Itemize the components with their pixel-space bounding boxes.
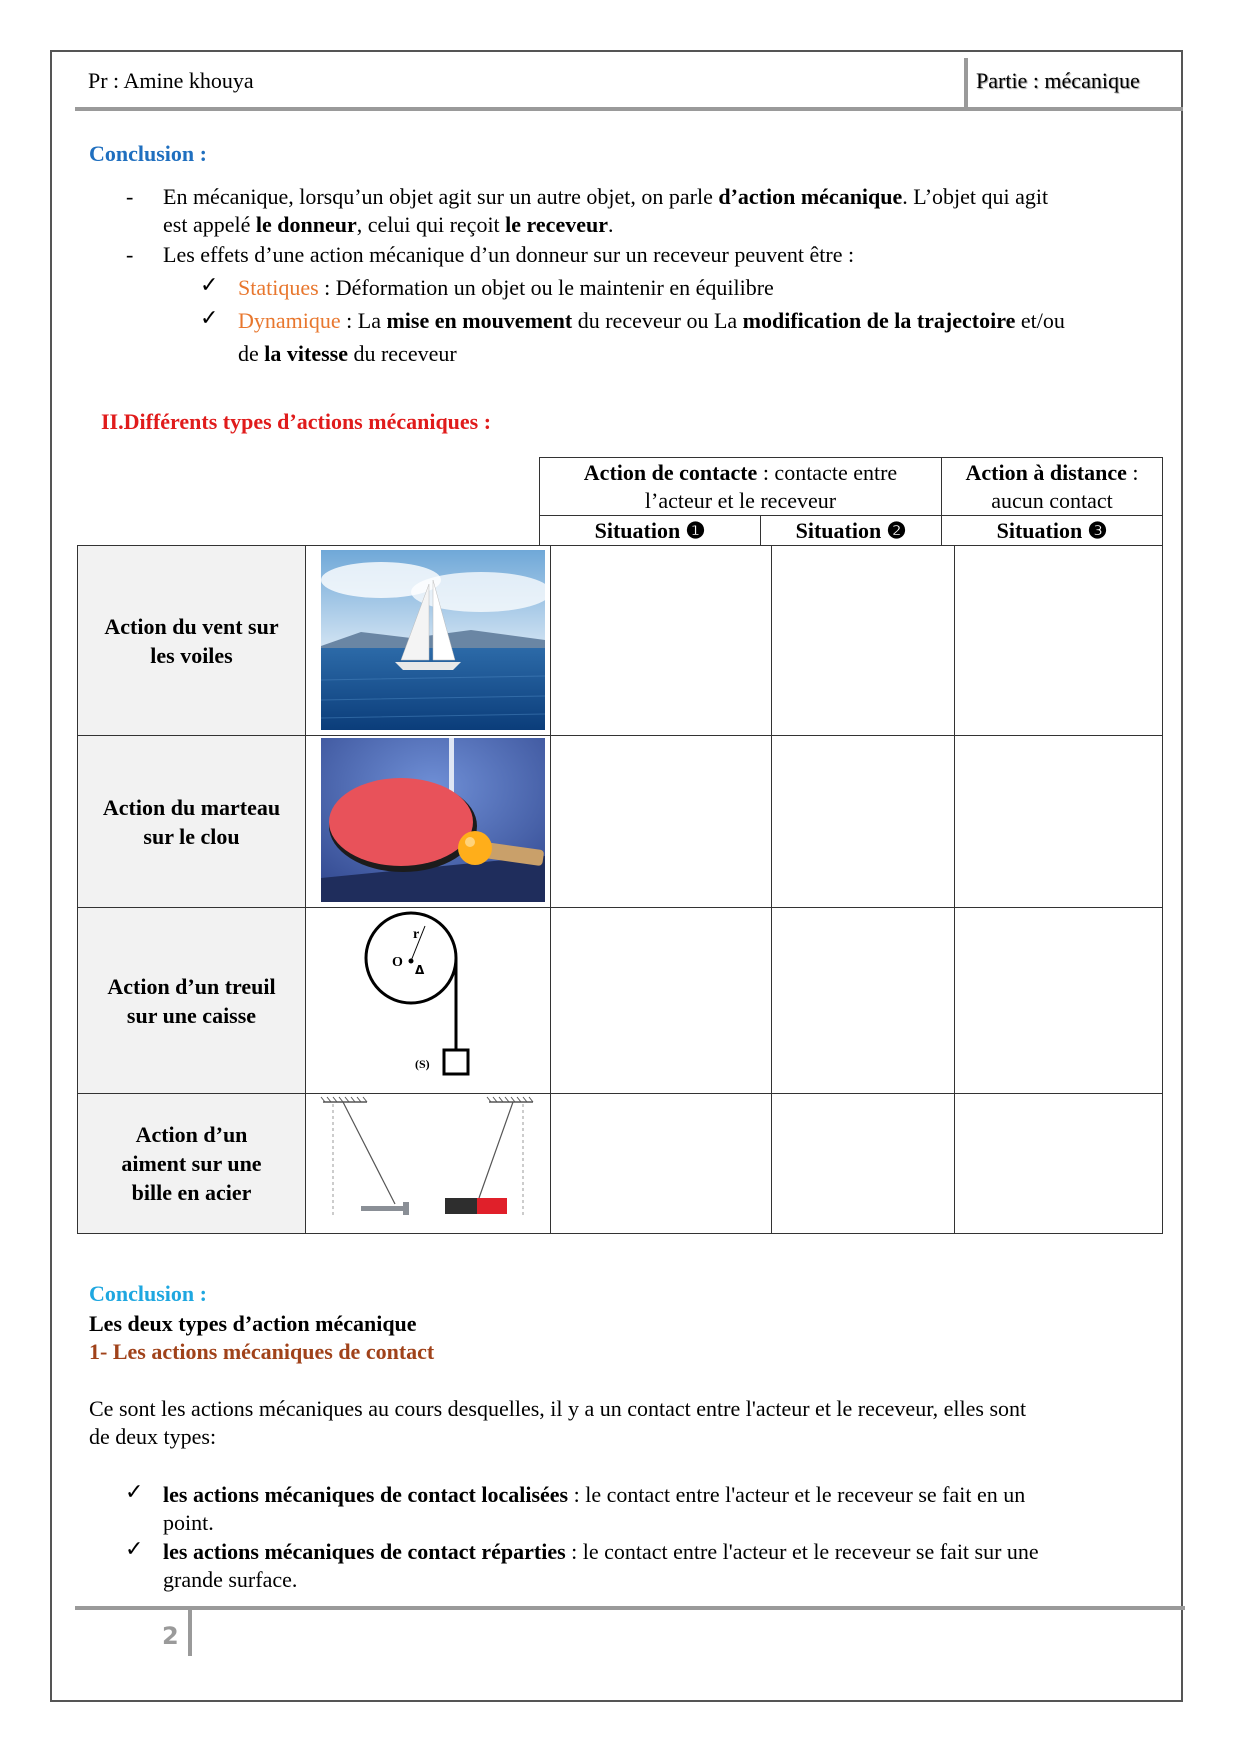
section-title: II.Différents types d’actions mécaniques : <box>101 409 492 434</box>
paddle-image <box>306 736 551 908</box>
conclusion-line-3: Les effets d’une action mécanique d’un donneur sur un receveur peuvent être : <box>163 242 855 267</box>
localized-contact-item: les actions mécaniques de contact localisées : le contact entre l'acteur et le receveur se fait en un <box>163 1482 1026 1507</box>
pulley-diagram <box>306 908 551 1094</box>
radius-label: r <box>413 927 420 942</box>
conclusion-2-subtitle: Les deux types d’action mécanique <box>89 1311 417 1336</box>
situation-3-cell[interactable] <box>955 736 1163 908</box>
table-header <box>539 457 1163 546</box>
magnet-diagram <box>306 1094 551 1234</box>
situation-1-header: Situation ❶ <box>540 516 761 546</box>
dynamic-effect-line-2: de la vitesse du receveur <box>238 341 457 366</box>
paragraph-line-1: Ce sont les actions mécaniques au cours desquelles, il y a un contact entre l'acteur et le receveur, elles sont <box>89 1396 1027 1421</box>
table-row <box>78 546 1163 736</box>
footer-rule <box>75 1606 1185 1610</box>
static-effect: Statiques : Déformation un objet ou le maintenir en équilibre <box>238 275 774 300</box>
table-row <box>78 908 1163 1094</box>
contact-actions-heading: 1- Les actions mécaniques de contact <box>89 1339 435 1364</box>
situation-1-cell[interactable] <box>551 736 772 908</box>
contact-header: Action de contacte : contacte entre l’acteur et le receveur <box>540 458 942 516</box>
sailboat-picture <box>321 550 545 730</box>
situation-1-cell[interactable] <box>551 546 772 736</box>
sailboat-image <box>306 546 551 736</box>
distributed-contact-item-line-2: grande surface. <box>163 1567 298 1592</box>
dash-bullet: - <box>126 184 134 209</box>
situation-2-cell[interactable] <box>772 546 955 736</box>
situation-3-cell[interactable] <box>955 908 1163 1094</box>
situation-2-cell[interactable] <box>772 908 955 1094</box>
check-icon: ✓ <box>200 273 219 298</box>
dynamic-effect: Dynamique : La mise en mouvement du receveur ou La modification de la trajectoire et/ou <box>238 308 1065 333</box>
conclusion-title: Conclusion : <box>89 141 207 166</box>
situation-1-cell[interactable] <box>551 1094 772 1234</box>
axis-label: Δ <box>415 963 425 977</box>
row-label: Action d’un treuil sur une caisse <box>78 908 306 1094</box>
part-label: Partie : mécanique <box>976 68 1140 93</box>
actions-table <box>77 545 1163 1234</box>
check-icon: ✓ <box>200 306 219 331</box>
magnet-picture <box>311 1094 545 1228</box>
dash-bullet: - <box>126 242 134 267</box>
situation-2-header: Situation ❷ <box>761 516 942 546</box>
check-icon: ✓ <box>125 1537 144 1562</box>
situation-2-cell[interactable] <box>772 736 955 908</box>
situation-3-header: Situation ❸ <box>942 516 1163 546</box>
check-icon: ✓ <box>125 1480 144 1505</box>
row-label: Action du marteau sur le clou <box>78 736 306 908</box>
author-label: Pr : Amine khouya <box>88 68 254 93</box>
row-label: Action du vent sur les voiles <box>78 546 306 736</box>
situation-2-cell[interactable] <box>772 1094 955 1234</box>
center-label: O <box>392 955 403 970</box>
situation-3-cell[interactable] <box>955 546 1163 736</box>
conclusion-line-2: est appelé le donneur, celui qui reçoit le receveur. <box>163 212 614 237</box>
distance-header: Action à distance : aucun contact <box>942 458 1163 516</box>
row-label: Action d’un aiment sur une bille en acier <box>78 1094 306 1234</box>
body-label: (S) <box>415 1057 430 1071</box>
table-row <box>78 736 1163 908</box>
footer-divider <box>188 1608 192 1656</box>
table-row <box>78 1094 1163 1234</box>
ping-pong-picture <box>321 738 545 902</box>
page-number: 2 <box>162 1622 179 1650</box>
localized-contact-item-line-2: point. <box>163 1510 214 1535</box>
winch-diagram <box>311 908 545 1088</box>
conclusion-2-title: Conclusion : <box>89 1281 207 1306</box>
paragraph-line-2: de deux types: <box>89 1424 217 1449</box>
situation-1-cell[interactable] <box>551 908 772 1094</box>
header-divider <box>964 58 968 108</box>
conclusion-line-1: En mécanique, lorsqu’un objet agit sur un autre objet, on parle d’action mécanique. L’objet qui agit <box>163 184 1049 209</box>
distributed-contact-item: les actions mécaniques de contact réparties : le contact entre l'acteur et le receveur se fait sur une <box>163 1539 1039 1564</box>
header-rule <box>75 107 1183 111</box>
situation-3-cell[interactable] <box>955 1094 1163 1234</box>
